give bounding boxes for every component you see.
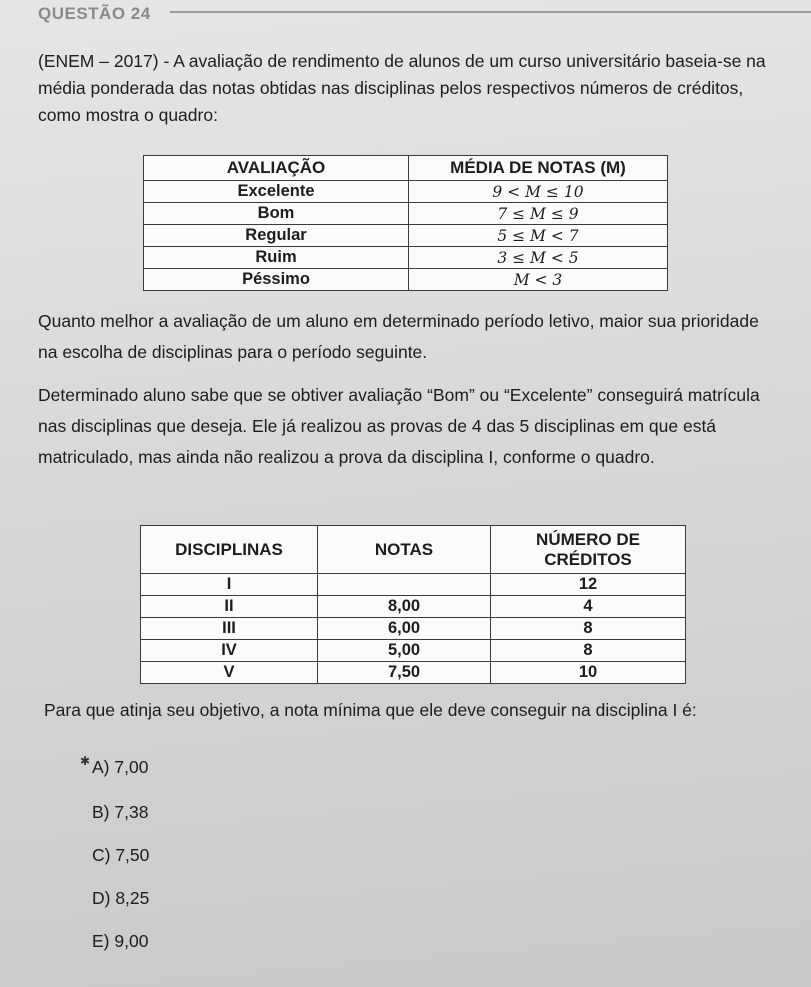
option-a[interactable]: A) 7,00	[92, 757, 149, 777]
nota-cell	[318, 574, 491, 596]
col-header-media: MÉDIA DE NOTAS (M)	[409, 156, 668, 181]
question-prompt: Para que atinja seu objetivo, a nota mínima que ele deve conseguir na disciplina I é:	[44, 700, 697, 720]
evaluation-table	[143, 155, 668, 291]
disc-cell: I	[141, 574, 318, 596]
cred-cell: 10	[491, 662, 686, 684]
row-range: 3 ≤ M < 5	[409, 247, 668, 269]
table-row	[144, 203, 668, 225]
row-range: 9 < M ≤ 10	[409, 181, 668, 203]
table-row	[144, 181, 668, 203]
option-b[interactable]: B) 7,38	[92, 802, 149, 822]
priority-paragraph: Quanto melhor a avaliação de um aluno em determinado período letivo, maior sua prioridade na escolha de disciplinas para o período seguinte.	[38, 311, 759, 362]
col-header-notas: NOTAS	[318, 526, 491, 574]
option-c[interactable]: C) 7,50	[92, 845, 150, 865]
row-range: M < 3	[409, 269, 668, 291]
table-row	[141, 618, 686, 640]
cred-cell: 12	[491, 574, 686, 596]
disc-cell: IV	[141, 640, 318, 662]
row-label: Péssimo	[144, 269, 409, 291]
table-row	[141, 662, 686, 684]
table-row	[141, 574, 686, 596]
cred-cell: 8	[491, 618, 686, 640]
cred-cell: 4	[491, 596, 686, 618]
disc-cell: III	[141, 618, 318, 640]
row-label: Regular	[144, 225, 409, 247]
row-label: Excelente	[144, 181, 409, 203]
row-label: Bom	[144, 203, 409, 225]
student-paragraph: Determinado aluno sabe que se obtiver avaliação “Bom” ou “Excelente” conseguirá matrícula nas disciplinas que deseja. Ele já realizou as provas de 4 das 5 disciplinas em que está matriculado, mas ainda não realizou a prova da disciplina I, conforme o quadro.	[38, 385, 760, 467]
option-d[interactable]: D) 8,25	[92, 888, 150, 908]
disc-cell: V	[141, 662, 318, 684]
table-row	[144, 247, 668, 269]
row-range: 7 ≤ M ≤ 9	[409, 203, 668, 225]
col-header-disciplinas: DISCIPLINAS	[141, 526, 318, 574]
nota-cell: 8,00	[318, 596, 491, 618]
table-row	[141, 640, 686, 662]
table-row	[144, 269, 668, 291]
question-number: QUESTÃO 24	[38, 4, 151, 23]
row-range: 5 ≤ M < 7	[409, 225, 668, 247]
col-header-creditos: NÚMERO DE CRÉDITOS	[491, 526, 686, 574]
table-row	[144, 225, 668, 247]
disc-cell: II	[141, 596, 318, 618]
mark-star-icon: ✱	[80, 754, 91, 768]
header-divider	[170, 11, 811, 13]
nota-cell: 5,00	[318, 640, 491, 662]
grades-table	[140, 525, 686, 684]
row-label: Ruim	[144, 247, 409, 269]
col-header-avaliacao: AVALIAÇÃO	[144, 156, 409, 181]
cred-cell: 8	[491, 640, 686, 662]
option-e[interactable]: E) 9,00	[92, 931, 149, 951]
nota-cell: 6,00	[318, 618, 491, 640]
table-row	[141, 596, 686, 618]
intro-paragraph: (ENEM – 2017) - A avaliação de rendimento de alunos de um curso universitário baseia-se na média ponderada das notas obtidas nas disciplinas pelos respectivos números de créditos, como mostra o quadro:	[38, 51, 766, 125]
nota-cell: 7,50	[318, 662, 491, 684]
